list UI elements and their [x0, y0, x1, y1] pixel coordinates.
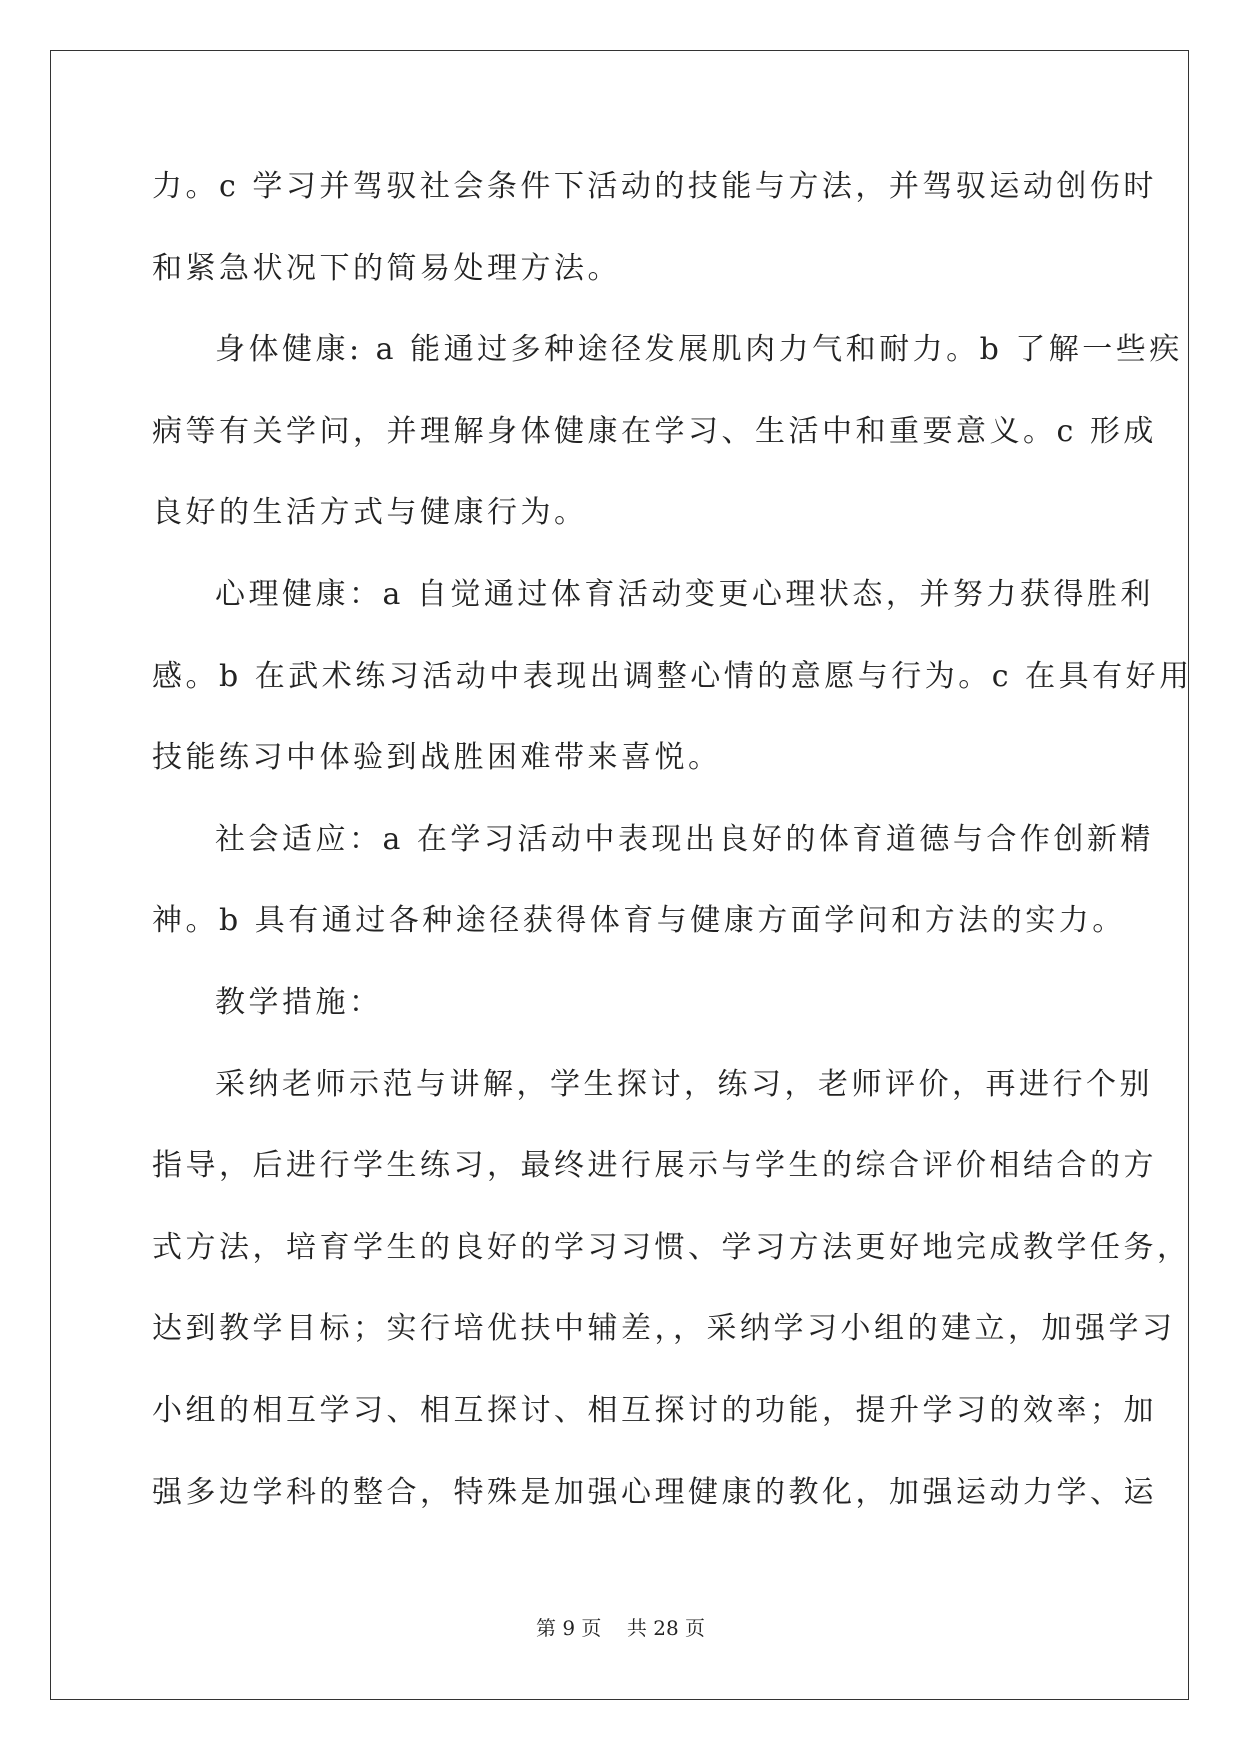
text-line: 小组的相互学习、相互探讨、相互探讨的功能，提升学习的效率；加 [152, 1392, 1157, 1428]
total-pages: 共 28 页 [626, 1616, 706, 1640]
text-line: 和紧急状况下的简易处理方法。 [152, 250, 621, 286]
text-line: 力。c 学习并驾驭社会条件下活动的技能与方法，并驾驭运动创伤时 [152, 169, 1157, 204]
paragraph-physical-health: 身体健康: a 能通过多种途径发展肌肉力气和耐力。b 了解一些疾 [215, 332, 1183, 368]
text-line: 式方法，培育学生的良好的学习习惯、学习方法更好地完成教学任务， [152, 1229, 1191, 1265]
text-line: 技能练习中体验到战胜困难带来喜悦。 [152, 740, 722, 776]
text-line: 强多边学科的整合，特殊是加强心理健康的教化，加强运动力学、运 [152, 1474, 1157, 1510]
paragraph-social-adaptation: 社会适应：a 在学习活动中表现出良好的体育道德与合作创新精 [215, 821, 1154, 857]
text-line: 神。b 具有通过各种途径获得体育与健康方面学问和方法的实力。 [152, 903, 1126, 939]
paragraph-teaching-measures: 采纳老师示范与讲解，学生探讨，练习，老师评价，再进行个别 [215, 1066, 1153, 1102]
text-line: 良好的生活方式与健康行为。 [152, 495, 588, 531]
document-body [152, 160, 1193, 1547]
paragraph-mental-health: 心理健康：a 自觉通过体育活动变更心理状态，并努力获得胜利 [215, 576, 1154, 612]
text-line: 指导，后进行学生练习，最终进行展示与学生的综合评价相结合的方 [152, 1148, 1157, 1184]
page-footer [0, 1612, 1241, 1641]
page-number: 第 9 页 [535, 1616, 602, 1640]
section-heading-teaching-measures: 教学措施： [215, 984, 383, 1020]
text-line: 病等有关学问，并理解身体健康在学习、生活中和重要意义。c 形成 [152, 413, 1157, 449]
text-line: 感。b 在武术练习活动中表现出调整心情的意愿与行为。c 在具有好用 [152, 658, 1193, 694]
text-line: 达到教学目标；实行培优扶中辅差，，采纳学习小组的建立，加强学习 [152, 1311, 1176, 1347]
